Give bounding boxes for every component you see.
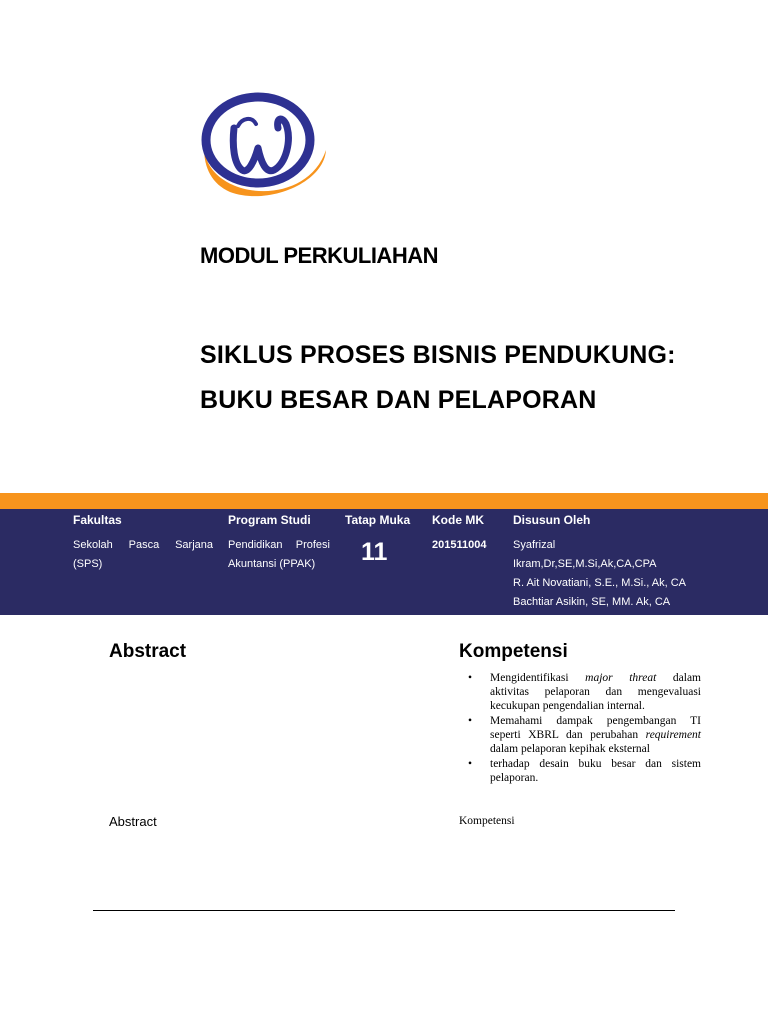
program-studi-line-2: Akuntansi (PPAK) [228,558,316,570]
university-logo-icon [198,88,330,208]
program-studi-value [228,536,330,574]
tatap-muka-label: Tatap Muka [345,513,411,527]
orange-divider-bar [0,493,768,509]
bullet-icon: • [468,758,473,770]
kompetensi-emphasis: requirement [645,729,701,741]
fakultas-label: Fakultas [73,513,122,527]
author-name: R. Ait Novatiani, S.E., M.Si., Ak, CA [513,577,687,589]
author-name: Bachtiar Asikin, SE, MM. Ak, CA [513,596,671,608]
kompetensi-text: Memahami dampak pengembangan TI seperti XBRL dan perubahan [490,715,701,741]
fakultas-line-2: (SPS) [73,558,103,570]
program-studi-line-1: Pendidikan Profesi [228,539,330,551]
kompetensi-text: Mengidentifikasi [490,672,586,684]
fakultas-line-1: Sekolah Pasca Sarjana [73,539,213,551]
kompetensi-footer-label: Kompetensi [459,815,515,827]
kompetensi-text: dalam pelaporan kepihak eksternal [490,743,650,755]
module-title: MODUL PERKULIAHAN [200,243,438,268]
program-studi-label: Program Studi [228,513,311,527]
kompetensi-text: terhadap desain buku besar dan sistem pelaporan. [490,758,701,784]
kompetensi-text: dalam aktivitas pelaporan dan mengevaluasi kecukupan pengendalian internal. [490,672,701,712]
fakultas-value [73,536,213,574]
author-name: Syafrizal [513,539,556,551]
kompetensi-list [459,671,701,786]
tatap-muka-value: 11 [361,538,388,566]
author-list [513,536,686,612]
list-item [459,714,701,756]
list-item [459,757,701,785]
list-item [459,671,701,713]
bullet-icon: • [468,715,473,727]
abstract-footer-label: Abstract [109,814,157,829]
course-info-band [0,509,768,615]
kode-mk-value: 201511004 [432,539,487,551]
bullet-icon: • [468,672,473,684]
kode-mk-label: Kode MK [432,513,484,527]
kompetensi-heading: Kompetensi [459,641,568,662]
disusun-oleh-label: Disusun Oleh [513,513,591,527]
author-name: Ikram,Dr,SE,M.Si,Ak,CA,CPA [513,558,657,570]
abstract-heading: Abstract [109,641,187,662]
horizontal-rule [93,910,675,911]
document-title: SIKLUS PROSES BISNIS PENDUKUNG: BUKU BESAR DAN PELAPORAN [200,341,676,414]
kompetensi-emphasis: major threat [585,672,657,684]
